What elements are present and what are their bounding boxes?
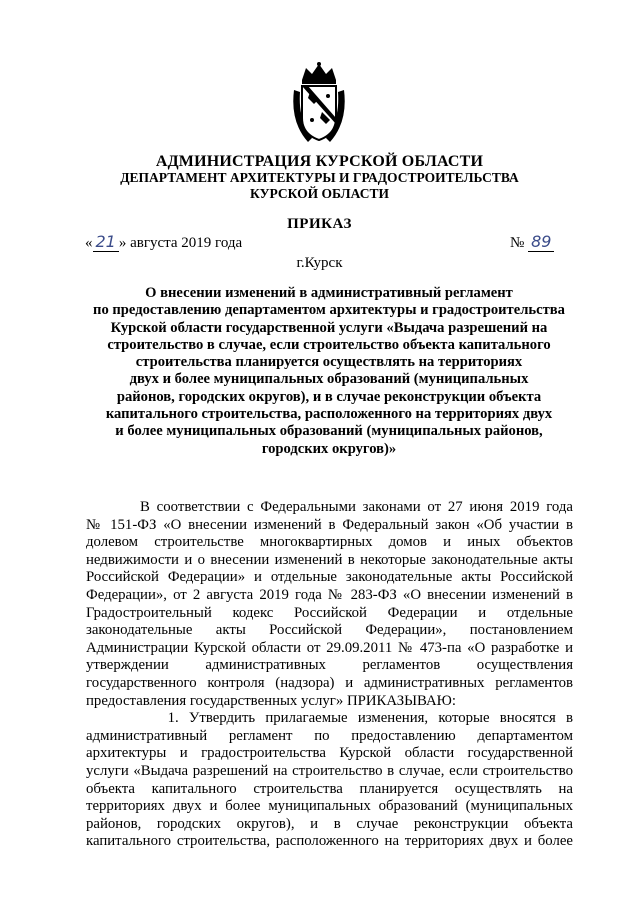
- date-open-quote: «: [85, 235, 93, 251]
- body-line: Администрации Курской области от 29.09.2011 № 473-па «О разработке и: [86, 639, 573, 656]
- body-line: долевом строительстве многоквартирных домов и иных объектов: [86, 534, 573, 551]
- organization-title: АДМИНИСТРАЦИЯ КУРСКОЙ ОБЛАСТИ: [155, 153, 484, 170]
- subject-line: двух и более муниципальных образований (муниципальных: [129, 371, 529, 388]
- order-city: г.Курск: [296, 255, 343, 271]
- subject-line: Курской области государственной услуги «Выдача разрешений на: [110, 319, 548, 336]
- body-line: архитектуры и градостроительства Курской области государственной: [86, 745, 573, 762]
- order-subject: [85, 285, 573, 458]
- body-line: Федерации», от 2 августа 2019 года № 283-ФЗ «О внесении изменений в: [86, 586, 573, 603]
- body-line: Градостроительный кодекс Российской Федерации и отдельные: [86, 604, 573, 621]
- body-line: утверждении административных регламентов осуществления: [86, 657, 573, 674]
- body-line: предоставления государственных услуг» ПРИКАЗЫВАЮ:: [86, 692, 456, 709]
- department-region: КУРСКОЙ ОБЛАСТИ: [250, 186, 389, 201]
- body-line: административный регламент по предоставлению департаментом: [86, 727, 573, 744]
- body-line: государственного контроля (надзора) и административных регламентов: [86, 674, 573, 691]
- order-title: ПРИКАЗ: [287, 216, 352, 232]
- body-line: № 151-ФЗ «О внесении изменений в Федеральный закон «Об участии в: [86, 516, 573, 533]
- body-line: районов, городских округов), и в случае реконструкции объекта: [86, 815, 573, 832]
- number-handwritten: 89: [528, 232, 554, 252]
- date-day-handwritten: 21: [93, 232, 119, 252]
- date-rest: » августа 2019 года: [118, 235, 243, 251]
- order-body: [86, 499, 573, 851]
- subject-line: строительство в случае, если строительство объекта капитального: [107, 336, 551, 353]
- subject-line: строительства планируется осуществлять на территориях: [135, 354, 523, 371]
- body-line: недвижимости и о внесении изменений в некоторые законодательные акты: [86, 551, 573, 568]
- subject-line: районов, городских округов), и в случае реконструкции объекта: [116, 388, 542, 405]
- kursk-coat-of-arms-icon: [288, 62, 350, 146]
- subject-line: и более муниципальных образований (муниципальных районов,: [115, 423, 543, 440]
- subject-line: по предоставлению департаментом архитектуры и градостроительства: [93, 302, 565, 319]
- order-number: [510, 232, 554, 252]
- body-line: Российской Федерации» и отдельные законодательные акты Российской: [86, 569, 573, 586]
- subject-line: О внесении изменений в административный регламент: [145, 285, 513, 301]
- subject-line: капитального строительства, расположенного на территориях двух: [105, 406, 553, 423]
- body-line: объекта капитального строительства планируется осуществлять на: [86, 780, 573, 797]
- subject-line: городских округов)»: [261, 440, 397, 457]
- number-prefix: №: [510, 235, 525, 251]
- body-line: 1. Утвердить прилагаемые изменения, которые вносятся в: [86, 710, 573, 727]
- body-line: территориях двух и более муниципальных образований (муниципальных: [86, 798, 573, 815]
- body-line: услуги «Выдача разрешений на строительство в случае, если строительство: [86, 762, 573, 779]
- body-line: законодательные акты Российской Федерации», постановлением: [86, 622, 573, 639]
- order-date: [85, 232, 242, 252]
- body-line: В соответствии с Федеральными законами от 27 июня 2019 года: [86, 499, 573, 515]
- department-title: ДЕПАРТАМЕНТ АРХИТЕКТУРЫ И ГРАДОСТРОИТЕЛЬСТВА: [120, 170, 519, 185]
- body-line: капитального строительства, расположенного на территориях двух и более: [86, 833, 573, 850]
